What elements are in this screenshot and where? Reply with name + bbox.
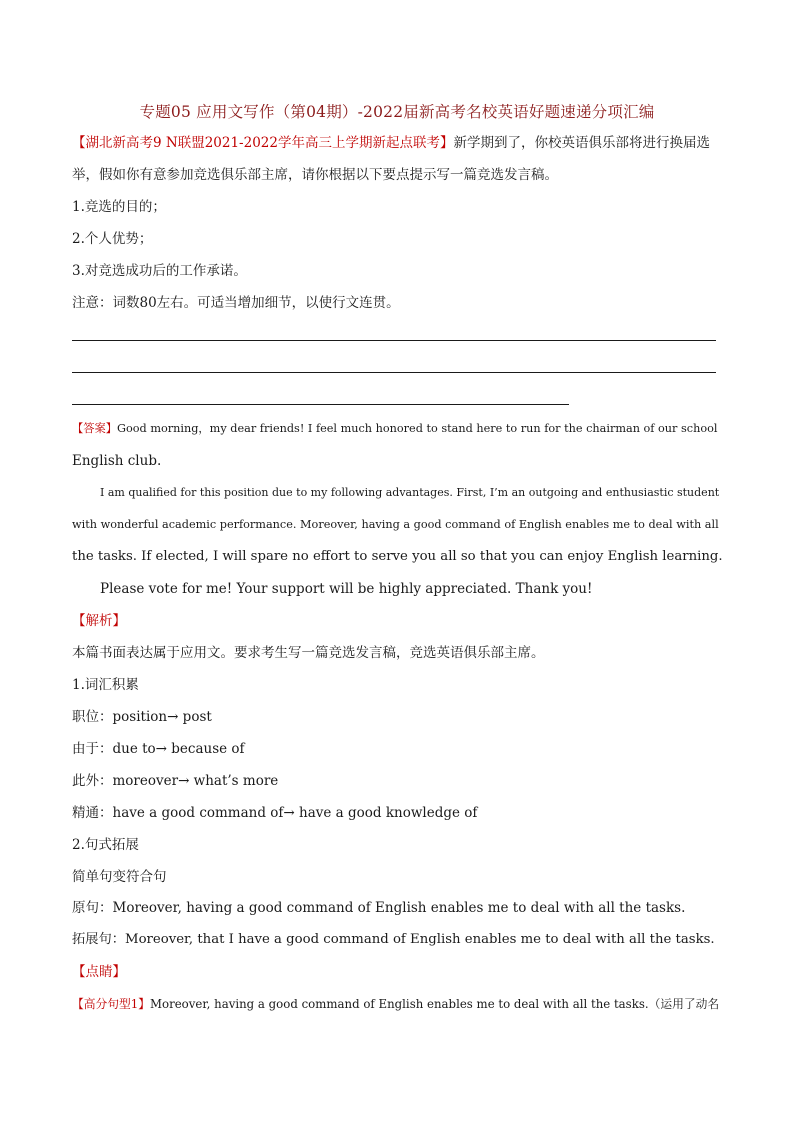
vocab-heading: 1.词汇积累 — [72, 677, 139, 693]
answer-line-2: English club. — [72, 453, 162, 469]
answer-line-1 — [72, 420, 717, 438]
question-line-2: 举，假如你有意参加竞选俱乐部主席，请你根据以下要点提示写一篇竞选发言稿。 — [72, 167, 558, 183]
writing-line-3 — [72, 404, 569, 405]
expanded-sentence — [72, 931, 715, 949]
vocab-text: due to→ because of — [112, 741, 245, 757]
sentence-heading: 2.句式拓展 — [72, 837, 139, 853]
vocab-label: 职位： — [72, 709, 113, 725]
question-line-1 — [72, 134, 710, 152]
answer-line-5: the tasks. If elected, I will spare no effort to serve you all so that you can enjoy English learning. — [72, 549, 723, 564]
vocab-label: 由于： — [72, 741, 113, 757]
source-tag: 【湖北新高考9 N联盟2021-2022学年高三上学期新起点联考】 — [72, 135, 454, 151]
writing-line-2 — [72, 372, 716, 373]
original-sentence — [72, 899, 685, 917]
vocab-item — [72, 708, 212, 726]
point-2: 2.个人优势； — [72, 231, 153, 247]
answer-tag: 【答案】 — [72, 422, 118, 435]
answer-text-1: Good morning，my dear friends! I feel much honored to stand here to run for the chairman of our school — [117, 422, 718, 435]
page-title: 专题05 应用文写作（第04期）-2022届新高考名校英语好题速递分项汇编 — [139, 103, 655, 121]
vocab-label: 精通： — [72, 805, 113, 821]
vocab-text: position→ post — [112, 709, 212, 725]
answer-line-4: with wonderful academic performance. Moreover, having a good command of English enables me to deal with all — [72, 518, 719, 531]
vocab-item — [72, 740, 245, 758]
point-3: 3.对竞选成功后的工作承诺。 — [72, 263, 247, 279]
expanded-label: 拓展句： — [72, 932, 126, 947]
answer-line-6: Please vote for me! Your support will be highly appreciated. Thank you! — [100, 581, 593, 597]
original-text: Moreover, having a good command of English enables me to deal with all the tasks. — [112, 900, 686, 916]
writing-line-1 — [72, 340, 716, 341]
vocab-label: 此外： — [72, 773, 113, 789]
answer-line-3: I am qualified for this position due to my following advantages. First, I’m an outgoing and enthusiastic student — [100, 486, 720, 499]
analysis-intro: 本篇书面表达属于应用文。要求考生写一篇竞选发言稿，竞选英语俱乐部主席。 — [72, 645, 545, 661]
vocab-text: moreover→ what’s more — [112, 773, 279, 789]
vocab-item — [72, 804, 477, 822]
vocab-text: have a good command of→ have a good knowledge of — [112, 805, 478, 821]
question-text-1: 新学期到了，你校英语俱乐部将进行换届选 — [453, 135, 710, 151]
analysis-tag: 【解析】 — [72, 613, 126, 629]
sentence-sub: 简单句变符合句 — [72, 869, 167, 885]
point-1: 1.竞选的目的； — [72, 199, 166, 215]
expanded-text: Moreover, that I have a good command of English enables me to deal with all the tasks. — [125, 932, 715, 947]
note: 注意：词数80左右。可适当增加细节，以使行文连贯。 — [72, 295, 400, 311]
highlight-tag: 【点睛】 — [72, 964, 126, 980]
highlight-line — [72, 995, 719, 1013]
highlight-text: Moreover, having a good command of English enables me to deal with all the tasks.（运用了动名 — [149, 997, 720, 1011]
highlight-label: 【高分句型1】 — [72, 997, 150, 1011]
original-label: 原句： — [72, 900, 113, 916]
vocab-item — [72, 772, 278, 790]
